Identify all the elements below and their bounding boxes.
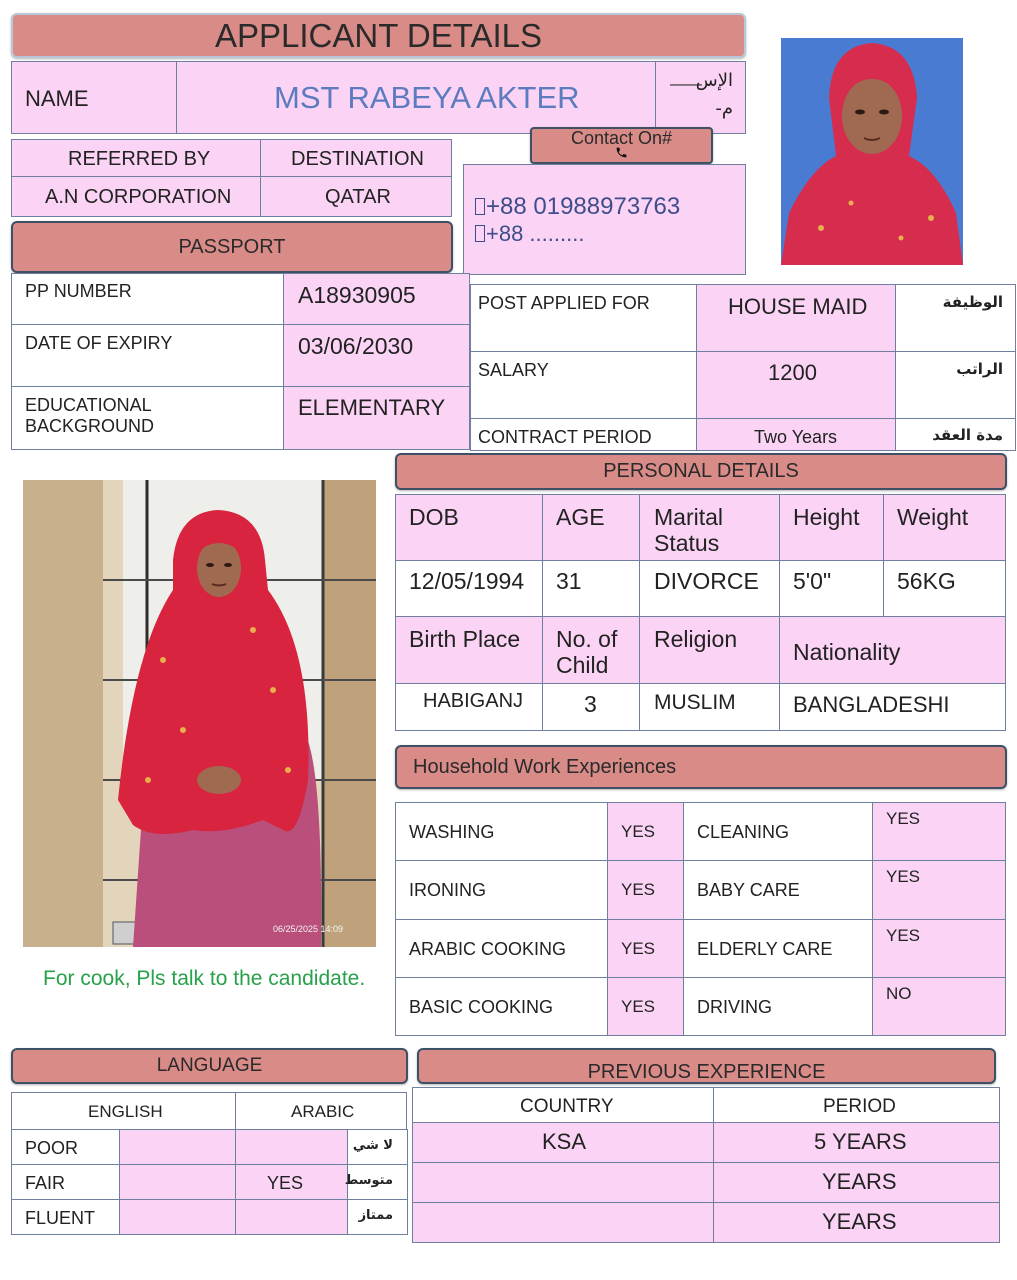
language-arabic-label: ممتاز	[358, 1208, 393, 1223]
language-cell	[235, 1199, 348, 1235]
name-arabic-dash: ——	[670, 76, 702, 93]
photo-timestamp: 06/25/2025 14:09	[273, 924, 344, 934]
post-label: POST APPLIED FOR	[478, 293, 650, 313]
phone-1-glyph-box	[475, 198, 485, 215]
household-cell	[607, 860, 684, 920]
dob-value-cell	[395, 560, 543, 617]
language-level: POOR	[25, 1138, 79, 1158]
language-cell	[11, 1164, 120, 1200]
portrait-figure	[781, 38, 963, 265]
household-cell	[872, 802, 1006, 861]
referred-by-label: REFERRED BY	[68, 148, 211, 170]
language-cell	[235, 1129, 348, 1165]
household-cell	[683, 802, 873, 861]
household-cell	[607, 919, 684, 978]
birthplace-label: Birth Place	[409, 626, 521, 652]
expiry-value: 03/06/2030	[298, 333, 414, 359]
children-label-2: Child	[556, 652, 609, 678]
education-value: ELEMENTARY	[298, 395, 446, 420]
household-header-label: Household Work Experiences	[413, 755, 677, 778]
nationality-value: BANGLADESHI	[793, 692, 950, 717]
expiry-value-cell	[283, 324, 470, 387]
phone-2-glyph-box	[475, 225, 485, 242]
language-cell	[344, 1164, 408, 1200]
contract-label: CONTRACT PERIOD	[478, 427, 652, 447]
contract-value-cell	[696, 418, 896, 451]
passport-header-label: PASSPORT	[178, 235, 286, 258]
post-label-cell	[470, 284, 697, 352]
height-label-cell	[779, 494, 884, 561]
marital-value: DIVORCE	[654, 568, 759, 594]
destination-value: QATAR	[325, 186, 391, 208]
weight-value: 56KG	[897, 568, 956, 594]
household-header	[395, 745, 1007, 789]
name-value-cell	[176, 61, 656, 134]
page-title: APPLICANT DETAILS	[214, 16, 543, 54]
marital-value-cell	[639, 560, 780, 617]
education-label-2: BACKGROUND	[25, 416, 155, 436]
contract-arabic: مدة العقد	[932, 426, 1003, 444]
household-answer: YES	[886, 809, 921, 828]
birthplace-value: HABIGANJ	[423, 690, 524, 712]
household-cell	[683, 977, 873, 1036]
destination-label-cell	[260, 139, 452, 177]
household-answer: YES	[886, 926, 921, 945]
language-cell	[347, 1129, 408, 1165]
salary-value-cell	[696, 351, 896, 419]
religion-label-cell	[639, 616, 780, 684]
previous-period: 5 YEARS	[814, 1129, 907, 1154]
birthplace-label-cell	[395, 616, 543, 684]
height-value-cell	[779, 560, 884, 617]
name-label-cell	[11, 61, 177, 134]
salary-arabic: الراتب	[956, 360, 1003, 378]
salary-label: SALARY	[478, 360, 549, 380]
previous-cell	[412, 1202, 714, 1243]
household-cell	[395, 860, 608, 920]
religion-label: Religion	[654, 626, 738, 652]
household-cell	[683, 919, 873, 978]
household-answer: YES	[621, 822, 656, 841]
education-label-1: EDUCATIONAL	[25, 395, 152, 415]
household-task: ARABIC COOKING	[409, 939, 567, 959]
household-answer: NO	[886, 984, 912, 1003]
language-table	[11, 1129, 408, 1237]
age-label-cell	[542, 494, 640, 561]
religion-value: MUSLIM	[654, 691, 736, 714]
religion-value-cell	[639, 683, 780, 731]
contract-label-cell	[470, 418, 697, 451]
nationality-label: Nationality	[793, 639, 901, 665]
household-cell	[395, 977, 608, 1036]
height-value: 5'0"	[793, 568, 832, 594]
name-arabic-1: الإس	[695, 70, 733, 91]
marital-label-2: Status	[654, 530, 720, 556]
dob-label-cell	[395, 494, 543, 561]
household-cell	[607, 802, 684, 861]
referred-label-cell	[11, 139, 261, 177]
applicant-name: MST RABEYA AKTER	[274, 80, 580, 115]
dob-value: 12/05/1994	[409, 568, 525, 594]
applicant-full-photo	[23, 480, 376, 947]
name-arabic-2: م-	[715, 98, 733, 119]
language-cell	[119, 1129, 236, 1165]
household-table	[395, 802, 1007, 1039]
language-arabic-label: متوسط	[344, 1173, 393, 1188]
pp-number-label: PP NUMBER	[25, 281, 132, 301]
contact-header	[530, 127, 713, 164]
pp-number-value-cell	[283, 273, 470, 325]
language-english-header-cell	[11, 1092, 236, 1130]
language-cell	[347, 1199, 408, 1235]
language-cell	[119, 1199, 236, 1235]
language-arabic-label: لا شي	[352, 1138, 393, 1153]
expiry-label: DATE OF EXPIRY	[25, 333, 173, 353]
language-header-label: LANGUAGE	[156, 1055, 263, 1076]
previous-header	[417, 1048, 996, 1084]
previous-period: YEARS	[822, 1169, 897, 1194]
marital-label-1: Marital	[654, 504, 724, 530]
language-cell	[235, 1164, 348, 1200]
children-value: 3	[584, 691, 597, 717]
name-arabic-cell	[655, 61, 746, 134]
household-answer: YES	[621, 939, 656, 958]
weight-label-cell	[883, 494, 1006, 561]
title-banner	[11, 13, 746, 58]
household-task: CLEANING	[697, 822, 790, 842]
nationality-value-cell	[779, 683, 1006, 731]
language-arabic-header: ARABIC	[291, 1102, 355, 1121]
language-level: FAIR	[25, 1173, 66, 1193]
household-task: WASHING	[409, 822, 495, 842]
language-arabic-header-cell	[235, 1092, 407, 1130]
salary-arabic-cell	[895, 351, 1016, 419]
full-photo-scene	[23, 480, 376, 947]
weight-label: Weight	[897, 504, 969, 530]
previous-period-header: PERIOD	[823, 1096, 896, 1117]
phone-1[interactable]: +88 01988973763	[486, 193, 681, 220]
personal-header-label: PERSONAL DETAILS	[603, 460, 799, 482]
referred-value-cell	[11, 176, 261, 217]
phone-2[interactable]: +88 .........	[486, 221, 585, 246]
education-value-cell	[283, 386, 470, 450]
previous-country-header: COUNTRY	[520, 1096, 614, 1117]
personal-header	[395, 453, 1007, 490]
children-label-1: No. of	[556, 626, 618, 652]
contract-value: Two Years	[754, 427, 838, 447]
language-header	[11, 1048, 408, 1084]
dob-label: DOB	[409, 504, 459, 530]
expiry-label-cell	[11, 324, 284, 387]
household-task: ELDERLY CARE	[697, 939, 833, 959]
household-cell	[872, 977, 1006, 1036]
previous-cell	[412, 1162, 714, 1203]
post-arabic-cell	[895, 284, 1016, 352]
household-cell	[683, 860, 873, 920]
children-value-cell	[542, 683, 640, 731]
post-arabic: الوظيفة	[942, 293, 1003, 311]
post-value: HOUSE MAID	[728, 294, 868, 319]
language-cell	[119, 1164, 236, 1200]
household-task: DRIVING	[697, 997, 773, 1017]
household-answer: YES	[886, 867, 921, 886]
post-value-cell	[696, 284, 896, 352]
language-english-header: ENGLISH	[88, 1102, 163, 1121]
destination-label: DESTINATION	[291, 148, 424, 170]
household-cell	[395, 919, 608, 978]
household-cell	[607, 977, 684, 1036]
previous-table	[412, 1122, 1000, 1242]
age-value: 31	[556, 568, 582, 594]
household-cell	[872, 919, 1006, 978]
phone-icon	[615, 146, 628, 159]
household-task: IRONING	[409, 880, 487, 900]
previous-cell	[713, 1122, 1000, 1163]
salary-label-cell	[470, 351, 697, 419]
previous-cell	[713, 1202, 1000, 1243]
birthplace-value-cell	[395, 683, 543, 731]
language-arabic-value: YES	[267, 1173, 304, 1193]
marital-label-cell	[639, 494, 780, 561]
salary-value: 1200	[768, 360, 817, 385]
nationality-label-cell	[779, 616, 1006, 684]
previous-country-header-cell	[412, 1087, 714, 1123]
language-level: FLUENT	[25, 1208, 96, 1228]
pp-number-value: A18930905	[298, 282, 416, 308]
previous-cell	[713, 1162, 1000, 1203]
age-label: AGE	[556, 504, 605, 530]
children-label-cell	[542, 616, 640, 684]
previous-cell	[412, 1122, 714, 1163]
household-cell	[872, 860, 1006, 920]
household-task: BASIC COOKING	[409, 997, 554, 1017]
previous-period-header-cell	[713, 1087, 1000, 1123]
applicant-portrait	[781, 38, 963, 265]
age-value-cell	[542, 560, 640, 617]
referred-by-value: A.N CORPORATION	[45, 186, 232, 208]
household-answer: YES	[621, 997, 656, 1016]
education-label-cell	[11, 386, 284, 450]
language-cell	[11, 1199, 120, 1235]
contract-arabic-cell	[895, 418, 1016, 451]
household-cell	[395, 802, 608, 861]
passport-header	[11, 221, 453, 273]
name-label: NAME	[25, 86, 89, 111]
household-task: BABY CARE	[697, 880, 800, 900]
language-cell	[11, 1129, 120, 1165]
contact-header-label: Contact On#	[570, 128, 673, 148]
weight-value-cell	[883, 560, 1006, 617]
destination-value-cell	[260, 176, 452, 217]
previous-country: KSA	[542, 1129, 587, 1154]
contact-box	[463, 164, 746, 275]
height-label: Height	[793, 504, 860, 530]
pp-number-label-cell	[11, 273, 284, 325]
previous-period: YEARS	[822, 1209, 897, 1234]
previous-header-label: PREVIOUS EXPERIENCE	[587, 1061, 826, 1083]
cook-note: For cook, Pls talk to the candidate.	[43, 967, 366, 990]
household-answer: YES	[621, 880, 656, 899]
